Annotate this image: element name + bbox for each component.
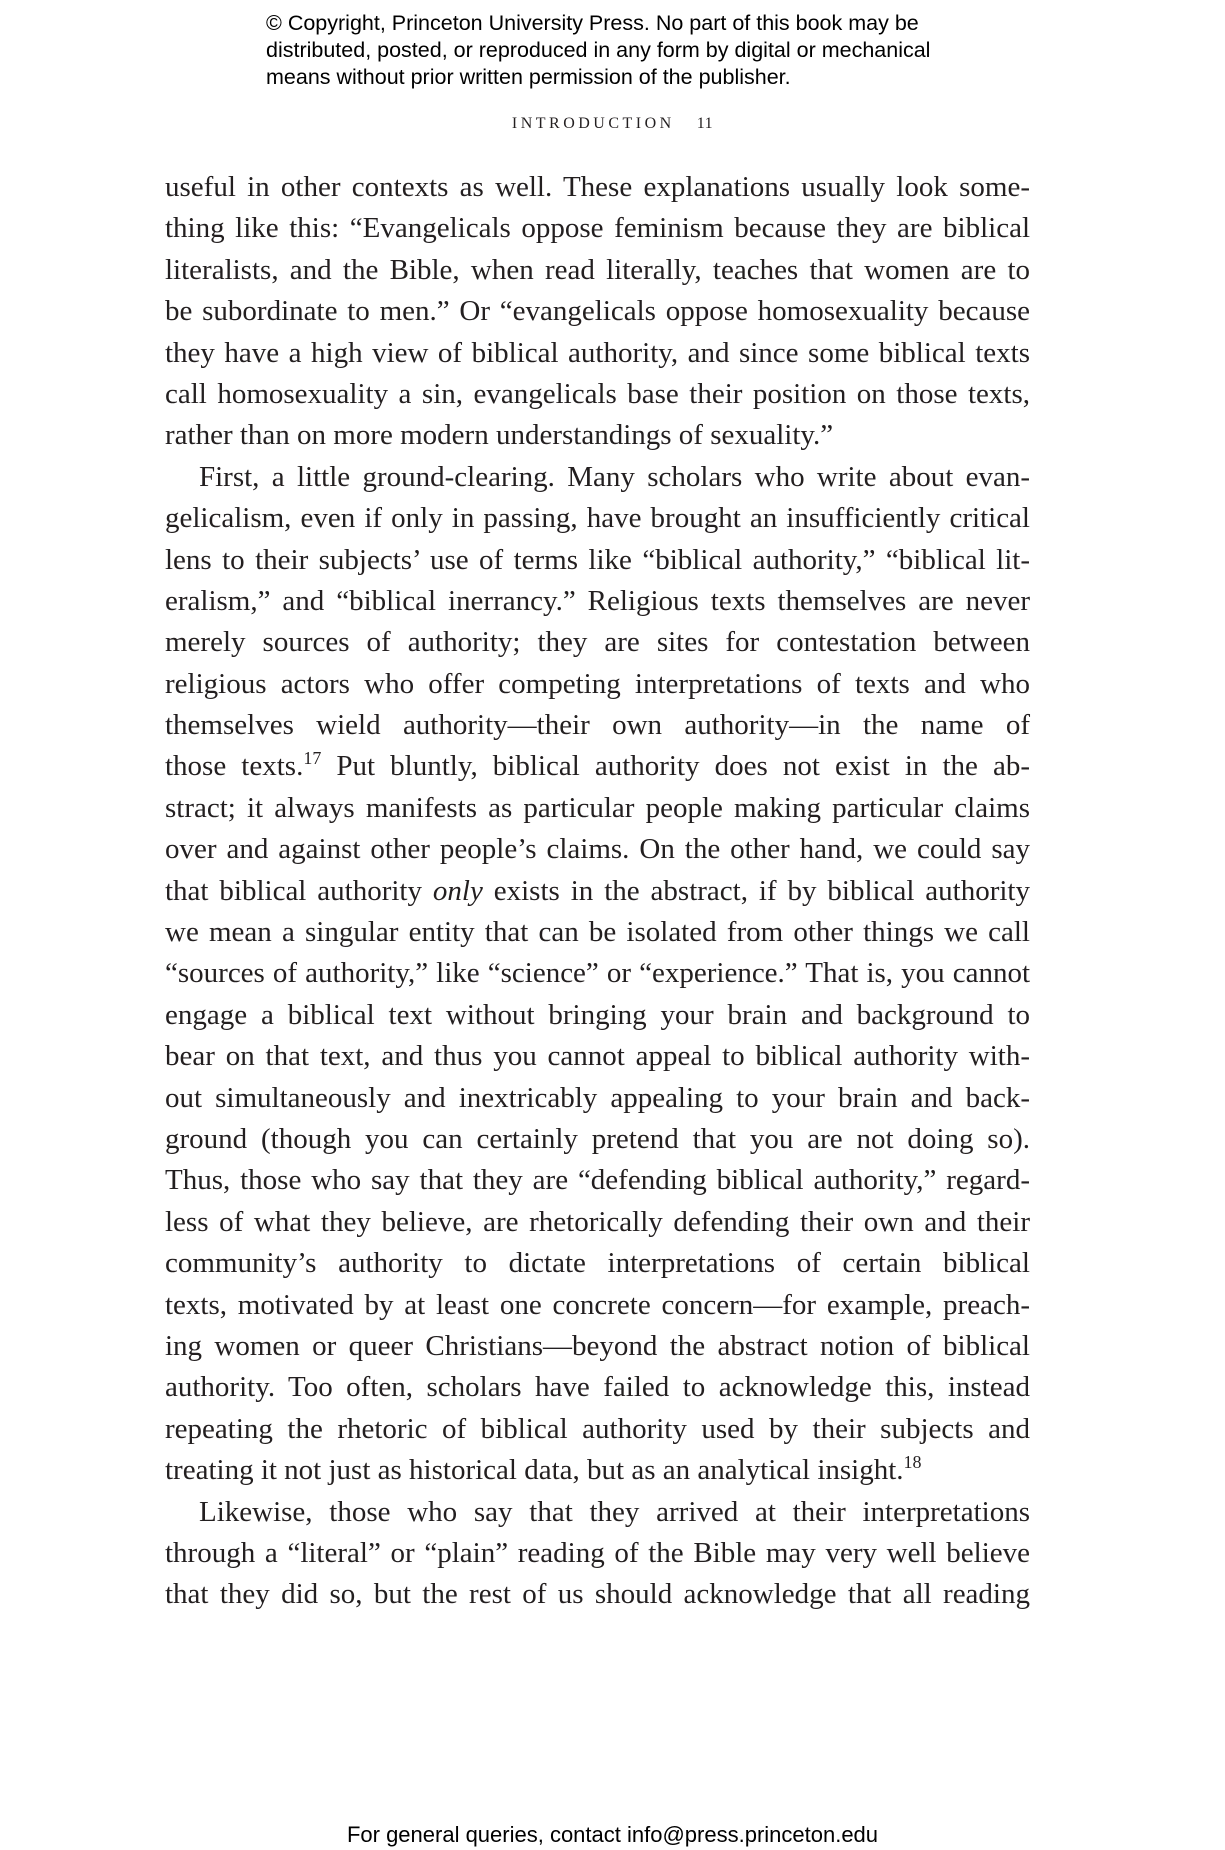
- italic-emphasis: only: [432, 874, 483, 907]
- text-line: [165, 871, 1030, 912]
- text-line: useful in other contexts as well. These explanations usually look some-: [165, 171, 1030, 203]
- text-segment: Put bluntly, biblical authority does not exist in the ab-: [321, 750, 1030, 783]
- text-line: stract; it always manifests as particular people making particular claims: [165, 791, 1030, 824]
- footnote-ref[interactable]: 18: [903, 1452, 922, 1473]
- text-line: rather than on more modern understandings of sexuality.”: [165, 419, 834, 452]
- text-line: lens to their subjects’ use of terms like “biblical authority,” “biblical lit-: [165, 543, 1030, 576]
- text-line: merely sources of authority; they are sites for contestation between: [165, 626, 1030, 659]
- text-segment: treating it not just as historical data, but as an analytical insight.: [165, 1454, 904, 1487]
- copyright-line: © Copyright, Princeton University Press. No part of this book may be: [266, 11, 919, 35]
- running-head-title: INTRODUCTION: [511, 115, 675, 132]
- page-number: 11: [696, 115, 714, 132]
- text-line: over and against other people’s claims. On the other hand, we could say: [165, 833, 1030, 866]
- text-line: thing like this: “Evangelicals oppose feminism because they are biblical: [165, 212, 1030, 245]
- text-line: ing women or queer Christians—beyond the abstract notion of biblical: [165, 1329, 1030, 1362]
- text-line: eralism,” and “biblical inerrancy.” Religious texts themselves are never: [165, 584, 1030, 617]
- text-line: less of what they believe, are rhetorically defending their own and their: [165, 1205, 1030, 1238]
- text-line: texts, motivated by at least one concrete concern—for example, preach-: [165, 1288, 1030, 1321]
- text-line: that they did so, but the rest of us should acknowledge that all reading: [165, 1578, 1030, 1611]
- text-segment: those texts.: [165, 750, 304, 783]
- text-line: through a “literal” or “plain” reading of the Bible may very well believe: [165, 1536, 1030, 1569]
- text-line: themselves wield authority—their own authority—in the name of: [165, 709, 1030, 742]
- text-segment: that biblical authority: [165, 874, 433, 907]
- text-line: First, a little ground-clearing. Many scholars who write about evan-: [199, 460, 1030, 493]
- text-line: we mean a singular entity that can be isolated from other things we call: [165, 916, 1030, 949]
- text-line: authority. Too often, scholars have failed to acknowledge this, instead: [165, 1371, 1030, 1404]
- text-line: gelicalism, even if only in passing, have brought an insufficiently critical: [165, 502, 1030, 535]
- copyright-line: means without prior written permission of the publisher.: [266, 65, 791, 89]
- text-line: engage a biblical text without bringing your brain and background to: [165, 998, 1030, 1031]
- text-line: “sources of authority,” like “science” or “experience.” That is, you cannot: [165, 957, 1030, 990]
- text-line: they have a high view of biblical authority, and since some biblical texts: [165, 336, 1030, 369]
- text-segment: exists in the abstract, if by biblical authority: [482, 874, 1030, 907]
- text-line: out simultaneously and inextricably appealing to your brain and back-: [165, 1081, 1030, 1114]
- text-line: Likewise, those who say that they arrived at their interpretations: [199, 1495, 1030, 1528]
- text-line: repeating the rhetoric of biblical authority used by their subjects and: [165, 1412, 1030, 1445]
- text-line: bear on that text, and thus you cannot appeal to biblical authority with-: [165, 1040, 1030, 1073]
- text-line: [165, 1450, 1030, 1491]
- text-line: call homosexuality a sin, evangelicals base their position on those texts,: [165, 377, 1030, 410]
- text-line: Thus, those who say that they are “defending biblical authority,” regard-: [165, 1164, 1030, 1197]
- copyright-line: distributed, posted, or reproduced in any form by digital or mechanical: [266, 38, 931, 62]
- body-text: [165, 167, 1030, 1616]
- text-line: [165, 746, 1030, 787]
- footnote-ref[interactable]: 17: [303, 748, 322, 769]
- text-line: be subordinate to men.” Or “evangelicals oppose homosexuality because: [165, 295, 1030, 328]
- copyright-notice: [266, 10, 1026, 91]
- text-line: ground (though you can certainly pretend that you are not doing so).: [165, 1122, 1030, 1155]
- text-line: community’s authority to dictate interpretations of certain biblical: [165, 1247, 1030, 1280]
- text-line: religious actors who offer competing interpretations of texts and who: [165, 667, 1030, 700]
- running-head: [0, 115, 1225, 133]
- footer-contact: For general queries, contact info@press.princeton.edu: [346, 1822, 879, 1847]
- text-line: literalists, and the Bible, when read literally, teaches that women are to: [165, 253, 1030, 286]
